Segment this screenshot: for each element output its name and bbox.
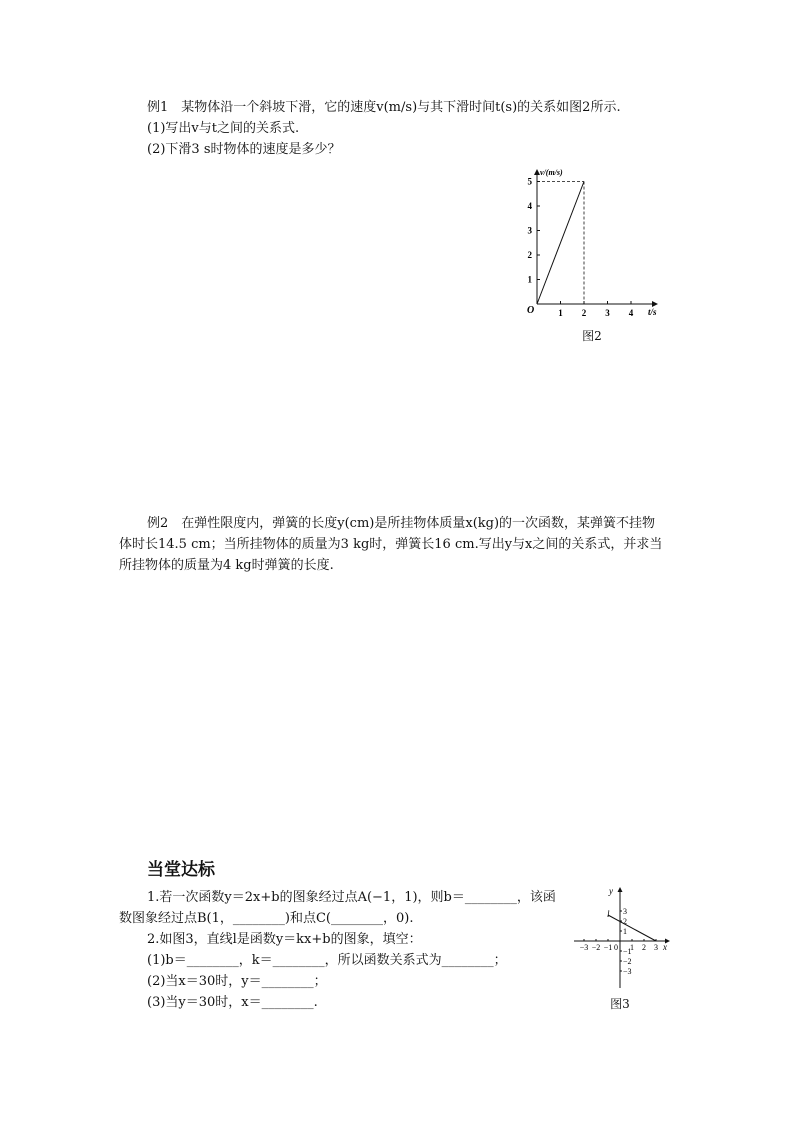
example1-question1: (1)写出v与t之间的关系式. [147, 121, 300, 136]
figure3-y-tick-label: −3 [623, 967, 632, 976]
figure3-x-tick-label: −2 [591, 943, 601, 952]
figure2-x-tick-label: 1 [558, 308, 563, 318]
figure3-x-tick-label: −1 [603, 943, 613, 952]
figure3-y-tick-label: 1 [623, 927, 627, 936]
example2-line3: 所挂物体的质量为4 kg时弹簧的长度. [119, 558, 334, 573]
figure3-y-tick-label: 3 [623, 907, 627, 916]
figure2-y-axis-label: v/(m/s) [540, 168, 563, 177]
example2-line1: 例2 在弹性限度内，弹簧的长度y(cm)是所挂物体质量x(kg)的一次函数，某弹簧不挂物 [147, 516, 656, 531]
figure3-graph [572, 884, 672, 992]
example2-line2: 体时长14.5 cm；当所挂物体的质量为3 kg时，弹簧长16 cm.写出y与x之间的关系式，并求当 [119, 537, 663, 552]
figure3-x-tick-label: −3 [579, 943, 589, 952]
figure2-x-tick-label: 3 [605, 308, 610, 318]
figure2-y-tick-label: 4 [527, 201, 532, 211]
figure2-y-tick-label: 1 [527, 274, 532, 285]
figure2-y-tick-label: 2 [527, 250, 532, 260]
practice-heading: 当堂达标 [147, 860, 215, 880]
figure2-origin-label: O [527, 305, 535, 316]
figure3-line-l [608, 915, 656, 941]
figure2-caption: 图2 [582, 329, 602, 343]
figure2-x-axis-label: t/s [648, 307, 657, 317]
figure3-caption: 图3 [610, 997, 630, 1011]
figure3-y-tick-label: −1 [623, 947, 632, 956]
example1-question2: (2)下滑3 s时物体的速度是多少？ [147, 142, 341, 157]
example1-intro: 例1 某物体沿一个斜坡下滑，它的速度v(m/s)与其下滑时间t(s)的关系如图2所示. [147, 100, 621, 115]
practice-p2-b: (2)当x＝30时，y＝________； [147, 974, 327, 989]
practice-p2-line1: 2.如图3，直线l是函数y＝kx+b的图象，填空： [147, 932, 422, 947]
figure2-graph [520, 166, 665, 322]
practice-p1-line1: 1.若一次函数y＝2x+b的图象经过点A(−1，1)，则b＝________，该函 [147, 890, 556, 905]
figure3-y-axis-label: y [609, 886, 613, 896]
figure2-velocity-line [537, 182, 584, 305]
practice-p2-c: (3)当y＝30时，x＝________. [147, 995, 318, 1010]
figure2-x-tick-label: 2 [581, 308, 587, 318]
figure3-x-axis-label: x [663, 942, 667, 952]
practice-p1-line2: 数图象经过点B(1，________)和点C(________，0). [119, 911, 414, 926]
figure3-y-tick-label: 2 [623, 917, 627, 926]
figure3-x-tick-label: 2 [642, 943, 646, 952]
figure3-x-tick-label: 3 [654, 943, 658, 952]
figure3-x-tick-label: 0 [614, 943, 618, 952]
figure2-y-tick-label: 5 [527, 176, 532, 187]
figure2-y-tick-label: 3 [527, 225, 532, 236]
figure3-x-tick-label: 1 [630, 943, 634, 952]
figure2-x-tick-label: 4 [628, 308, 634, 318]
figure3-y-tick-label: −2 [623, 957, 632, 966]
figure3-line-label: l [607, 909, 610, 919]
practice-p2-a: (1)b＝________，k＝________，所以函数关系式为________； [147, 953, 507, 968]
